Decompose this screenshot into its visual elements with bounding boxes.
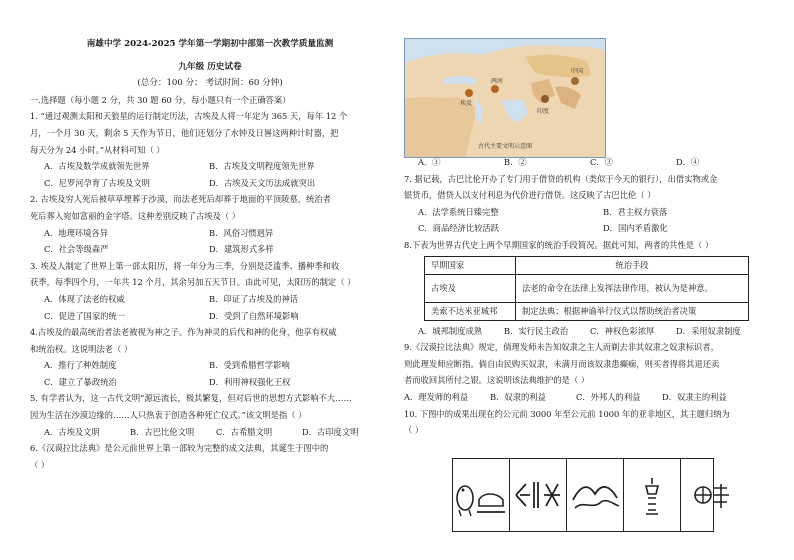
options-row bbox=[30, 241, 390, 258]
option-b[interactable]: B．印证了古埃及的神话 bbox=[209, 293, 299, 304]
linear-script-icon bbox=[567, 459, 624, 531]
option-a[interactable]: A．地理环境各异 bbox=[44, 227, 109, 238]
option-d[interactable]: D．古印度文明 bbox=[302, 426, 359, 437]
options-row bbox=[404, 389, 776, 406]
exam-title: 南雄中学 2024-2025 学年第一学期初中部第一次教学质量监测 bbox=[86, 39, 334, 49]
question-line: 4.古埃及的最高统治者法老被视为神之子。作为神灵的后代和神的化身，他享有权威 bbox=[30, 327, 337, 338]
question-line: 者而收回其所付之银。这说明该法典维护的是（ ） bbox=[404, 375, 590, 386]
question-line: 死后葬入宛如富丽的金字塔。这种差别反映了古埃及（ ） bbox=[30, 210, 241, 221]
option-d[interactable]: D．建筑形式多样 bbox=[209, 244, 274, 255]
question-line: 5. 有学者认为，这一古代文明“源远流长，极其繁复，但对后世的思想方式影响不大…… bbox=[30, 393, 352, 404]
option-a[interactable]: A．古埃及数学成就领先世界 bbox=[44, 161, 150, 172]
question-8 bbox=[404, 237, 776, 339]
option-b[interactable]: B．受到希腊哲学影响 bbox=[209, 360, 290, 371]
q6-options-row bbox=[404, 154, 776, 171]
option-a[interactable]: A．体现了法老的权威 bbox=[44, 293, 125, 304]
option-a[interactable]: A．城邦制度成熟 bbox=[418, 325, 483, 336]
question-3 bbox=[30, 258, 390, 324]
option-d[interactable]: D．利用神权强化王权 bbox=[209, 376, 291, 387]
option-c[interactable]: C．古希腊文明 bbox=[216, 426, 273, 437]
cuneiform-icon bbox=[510, 459, 567, 531]
question-line: 和统治权。这说明法老（ ） bbox=[30, 343, 133, 354]
question-line: 则此理发师应断指。倘自由民购买奴隶，未满月而该奴隶患癫痫，则买者得将其退还卖 bbox=[404, 358, 720, 369]
options-row bbox=[30, 424, 390, 441]
option-c[interactable]: C．社会等级森严 bbox=[44, 244, 109, 255]
question-line: 10. 下图中的成果出现在约公元前 3000 年至公元前 1000 年的亚非地区，其主题归纳为 bbox=[404, 408, 730, 419]
indus-script-icon bbox=[681, 459, 737, 531]
options-row bbox=[30, 225, 390, 242]
question-line: 3. 埃及人制定了世界上第一部太阳历，将一年分为三季，分别是泛滥季、播种季和收 bbox=[30, 260, 340, 271]
option-d[interactable]: D．奴隶主的利益 bbox=[662, 391, 727, 402]
option-b[interactable]: B．古埃及文明程度领先世界 bbox=[209, 161, 315, 172]
options-row bbox=[404, 204, 776, 221]
option-b[interactable]: B．实行民主政治 bbox=[504, 325, 569, 336]
question-line: （ ） bbox=[404, 425, 424, 436]
option-d[interactable]: D．古埃及天文历法成就突出 bbox=[209, 177, 316, 188]
option-c[interactable]: C．③ bbox=[590, 157, 613, 167]
question-line: 6.《汉谟拉比法典》是公元前世界上第一部较为完整的成文法典，其诞生于图中的 bbox=[30, 443, 329, 454]
question-line: 获季，每季四个月，一年共 12 个月，其余另加五天节日。由此可见，太阳历的制定（ ） bbox=[30, 277, 356, 288]
option-c[interactable]: C．尼罗河孕育了古埃及文明 bbox=[44, 177, 150, 188]
question-5 bbox=[30, 390, 390, 440]
question-line: 因为生活在沙漠边缘的……人只热衷于创造各种死亡仪式。”该文明是指（ ） bbox=[30, 410, 307, 421]
option-b[interactable]: B．古巴比伦文明 bbox=[130, 426, 195, 437]
option-c[interactable]: C．促进了国家的统一 bbox=[44, 310, 126, 321]
option-c[interactable]: C．外邦人的利益 bbox=[576, 391, 641, 402]
exam-meta: (总分：100 分； 考试时间：60 分钟) bbox=[137, 78, 283, 89]
map-caption: 古代主要文明示意图 bbox=[477, 143, 532, 150]
oracle-bone-icon bbox=[624, 459, 681, 531]
q8-table bbox=[424, 256, 749, 321]
option-d[interactable]: D．④ bbox=[676, 157, 700, 167]
table-header-cell: 早期国家 bbox=[425, 256, 516, 274]
question-2 bbox=[30, 191, 390, 257]
table-cell: 美索不达米亚城邦 bbox=[425, 302, 516, 320]
svg-text:两河: 两河 bbox=[491, 78, 504, 85]
right-column bbox=[404, 0, 776, 439]
svg-text:中国: 中国 bbox=[571, 68, 584, 75]
option-d[interactable]: D．受到了自然环境影响 bbox=[209, 310, 299, 321]
options-row bbox=[404, 323, 776, 340]
section-heading: 一.选择题（每小题 2 分，共 30 题 60 分，每小题只有一个正确答案） bbox=[30, 94, 291, 105]
question-4 bbox=[30, 324, 390, 390]
question-line: 月，一个月 30 天，剩余 5 天作为节日，他们还划分了水钟及日晷这两种计时器，把 bbox=[30, 127, 339, 138]
question-7 bbox=[404, 171, 776, 237]
options-row bbox=[404, 220, 776, 237]
option-c[interactable]: C．商品经济比较活跃 bbox=[418, 223, 500, 234]
option-c[interactable]: C．建立了暴政统治 bbox=[44, 376, 117, 387]
question-6 bbox=[30, 440, 390, 473]
option-a[interactable]: A．① bbox=[418, 157, 441, 167]
question-10 bbox=[404, 406, 776, 439]
question-line: （ ） bbox=[30, 459, 50, 470]
options-row bbox=[30, 175, 390, 192]
question-line: 9.《汉谟拉比法典》规定，倘理发师未告知奴隶之主人而剃去非其奴隶之奴隶标识者， bbox=[404, 342, 719, 353]
svg-text:印度: 印度 bbox=[537, 108, 550, 115]
question-line: 7. 据记载，古巴比伦开办了专门用于借贷的机构（类似于今天的银行），出借实物或金 bbox=[404, 173, 718, 184]
table-cell: 古埃及 bbox=[425, 274, 516, 302]
table-cell: 法老的命令在法律上发挥法律作用，被认为是神意。 bbox=[516, 274, 749, 302]
question-line: 8.下表为世界古代史上两个早期国家的统治手段简况。据此可知，两者的共性是（ ） bbox=[404, 239, 714, 250]
options-row bbox=[30, 374, 390, 391]
question-line: 银货币，借贷人以支付利息为代价进行借贷。这反映了古巴比伦（ ） bbox=[404, 190, 656, 201]
options-row bbox=[30, 158, 390, 175]
exam-subtitle: 九年级 历史试卷 bbox=[178, 61, 242, 72]
option-b[interactable]: B．奴隶的利益 bbox=[490, 391, 546, 402]
table-cell: 制定法典；根据神谕举行仪式以帮助统治者决策 bbox=[516, 302, 749, 320]
ancient-scripts-figure bbox=[452, 458, 714, 532]
option-b[interactable]: B．风俗习惯迥异 bbox=[209, 227, 274, 238]
question-9 bbox=[404, 339, 776, 405]
options-row bbox=[30, 291, 390, 308]
option-a[interactable]: A．法学系统日臻完整 bbox=[418, 206, 499, 217]
option-a[interactable]: A．理发师的利益 bbox=[404, 391, 469, 402]
left-column bbox=[30, 0, 390, 473]
question-line: 2. 古埃及穷人死后被草草埋葬于沙漠，而法老死后却葬于地面的平顶陵墓，统治者 bbox=[30, 194, 331, 205]
question-line: 每天分为 24 小时。”从材料可知（ ） bbox=[30, 144, 165, 155]
option-b[interactable]: B．君主权力衰落 bbox=[603, 206, 668, 217]
svg-text:埃及: 埃及 bbox=[460, 100, 473, 107]
hieroglyph-owl-icon bbox=[453, 459, 510, 531]
option-c[interactable]: C．神权色彩浓厚 bbox=[590, 325, 655, 336]
options-row bbox=[30, 357, 390, 374]
option-a[interactable]: A．推行了种姓制度 bbox=[44, 360, 117, 371]
option-d[interactable]: D．国内矛盾激化 bbox=[603, 223, 668, 234]
option-a[interactable]: A．古埃及文明 bbox=[44, 426, 100, 437]
question-line: 1. “通过观测太阳和天狼星的运行制定历法，古埃及人将一年定为 365 天，每年 12 个 bbox=[30, 111, 348, 122]
table-header-cell: 统治手段 bbox=[516, 256, 749, 274]
options-row bbox=[30, 308, 390, 325]
question-1 bbox=[30, 108, 390, 191]
option-d[interactable]: D．采用奴隶制度 bbox=[676, 325, 741, 336]
option-b[interactable]: B．② bbox=[504, 157, 527, 167]
